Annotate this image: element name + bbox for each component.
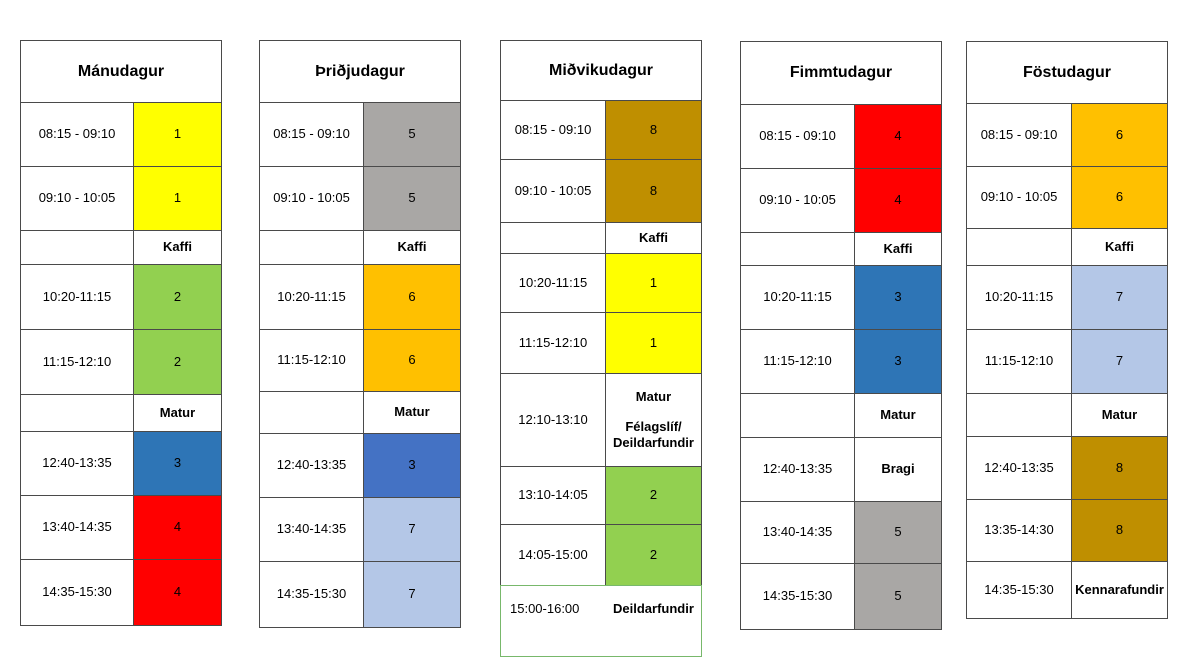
subject-cell [854,329,942,394]
time-label: 10:20-11:15 [42,288,112,304]
subject-number: 5 [408,126,416,142]
day-header [500,40,702,101]
time-cell [966,561,1072,619]
subject-cell [363,102,461,167]
event-cell [1071,561,1168,619]
time-label: 14:35-15:30 [276,586,347,602]
subject-number: 6 [408,352,416,368]
subject-cell [854,104,942,169]
event-cell [133,230,222,265]
time-label: 12:10-13:10 [518,411,588,427]
time-cell [20,329,134,395]
event-cell [854,232,942,266]
time-label: 09:10 - 10:05 [273,190,350,206]
time-cell [966,436,1072,500]
time-label: 08:15 - 09:10 [273,126,350,142]
time-cell [500,253,606,313]
subject-number: 1 [173,126,182,142]
subject-cell [133,329,222,395]
day-header [740,41,942,105]
time-cell [740,104,855,169]
time-label: 15:00-16:00 [510,601,580,616]
time-cell [20,230,134,265]
time-cell [20,394,134,432]
subject-cell [605,159,702,223]
event-label: Kaffi [883,240,913,256]
time-cell [20,495,134,560]
subject-number: 3 [173,455,182,471]
event-cell [363,391,461,434]
subject-cell [605,253,702,313]
time-cell [500,524,606,586]
subject-cell [854,265,942,330]
time-label: 09:10 - 10:05 [38,190,116,206]
time-cell [740,437,855,502]
time-label: 08:15 - 09:10 [514,121,592,137]
event-label: Kaffi [397,239,427,255]
time-cell [20,102,134,167]
time-cell [740,265,855,330]
subject-number: 4 [894,128,902,144]
subject-number: 1 [649,334,658,350]
subject-cell [1071,499,1168,562]
time-cell [966,393,1072,437]
time-cell [740,501,855,564]
time-label: 11:15-12:10 [763,353,832,369]
event-label: Deildarfundir [613,601,694,616]
subject-number: 4 [894,192,902,208]
event-cell [854,393,942,438]
subject-number: 7 [1115,289,1124,305]
subject-number: 3 [894,353,902,369]
event-cell [605,222,702,254]
time-cell [740,393,855,438]
event-label: Kaffi [1105,238,1134,254]
subject-cell [363,433,461,498]
time-label: 09:10 - 10:05 [759,192,836,208]
time-cell [259,166,364,231]
subject-number: 2 [173,288,182,304]
time-cell [500,222,606,254]
subject-number: 5 [408,190,416,206]
time-label: 08:15 - 09:10 [759,128,836,144]
event-label: Kennarafundir [1075,581,1164,597]
subject-cell [133,495,222,560]
subject-number: 7 [1115,353,1124,369]
subject-number: 2 [649,487,658,503]
time-cell [20,559,134,626]
day-title: Mánudagur [77,62,165,80]
subject-cell [363,264,461,330]
event-label: Matur [880,407,916,423]
subject-cell [133,264,222,330]
subject-number: 2 [173,353,182,369]
time-label: 14:05-15:00 [518,546,588,562]
time-label: 13:40-14:35 [762,524,833,540]
subject-cell [1071,329,1168,394]
subject-cell [854,563,942,630]
time-label: 13:35-14:30 [984,522,1054,538]
subject-cell [605,312,702,374]
event-label: Matur [1101,406,1138,422]
subject-number: 1 [649,274,658,290]
subject-cell [133,166,222,231]
time-cell [259,391,364,434]
time-cell [259,102,364,167]
time-cell [259,264,364,330]
time-cell [259,497,364,562]
time-cell [740,168,855,233]
time-label: 12:40-13:35 [762,461,833,477]
event-cell [363,230,461,265]
subject-cell [363,166,461,231]
time-cell [966,228,1072,266]
time-label: 13:10-14:05 [518,487,588,503]
time-label: 11:15-12:10 [42,353,112,369]
subject-cell [363,497,461,562]
subject-number: 1 [173,190,182,206]
subject-number: 7 [408,521,416,537]
subject-cell [605,100,702,160]
time-label: 14:35-15:30 [984,581,1054,597]
subject-cell [854,168,942,233]
time-cell [20,264,134,330]
time-label: 12:40-13:35 [984,459,1054,475]
event-cell [1071,228,1168,266]
time-label: 14:35-15:30 [762,588,833,604]
time-cell [966,103,1072,167]
subject-number: 6 [1115,189,1124,205]
time-label: 10:20-11:15 [984,289,1054,305]
subject-cell [1071,265,1168,330]
day-title: Fimmtudagur [789,64,893,81]
time-label: 10:20-11:15 [277,288,346,304]
day-title: Föstudagur [1023,63,1111,81]
event-label: Matur [159,404,196,420]
subject-cell [363,329,461,392]
subject-cell [363,561,461,628]
time-label: 12:40-13:35 [276,457,347,473]
time-cell [966,166,1072,229]
subject-cell [133,102,222,167]
day-title: Þriðjudagur [315,62,405,80]
day-header [966,41,1168,104]
time-cell [259,329,364,392]
subject-number: 3 [894,289,902,305]
time-cell [740,563,855,630]
event-cell [133,394,222,432]
event-label: Bragi [881,461,915,477]
event-cell [854,437,942,502]
time-cell [500,159,606,223]
subject-number: 3 [408,457,416,473]
subject-number: 4 [173,519,182,535]
subject-number: 2 [649,546,658,562]
event-label: Matur [635,388,672,404]
subject-number: 8 [649,182,658,198]
time-label: 09:10 - 10:05 [514,182,592,198]
time-cell [966,499,1072,562]
event-cell [605,373,702,467]
subject-number: 5 [894,588,902,604]
event-cell [1071,393,1168,437]
subject-number: 6 [408,288,416,304]
subject-number: 8 [1115,459,1124,475]
event-label: Kaffi [639,229,668,245]
event-label: Kaffi [163,239,192,255]
time-cell [740,329,855,394]
time-label: 10:20-11:15 [763,289,832,305]
subject-number: 5 [894,524,902,540]
subject-cell [854,501,942,564]
time-label: 13:40-14:35 [42,519,112,535]
time-label: 11:15-12:10 [277,352,346,368]
time-cell [500,312,606,374]
time-cell [259,230,364,265]
time-label: 09:10 - 10:05 [980,189,1058,205]
day-title: Miðvikudagur [548,61,653,79]
extra-meeting-cell [500,585,702,657]
time-cell [259,433,364,498]
time-label: 11:15-12:10 [518,334,588,350]
subject-cell [133,559,222,626]
time-cell [20,431,134,496]
time-cell [500,373,606,467]
time-label: 14:35-15:30 [42,584,112,600]
subject-number: 8 [649,121,658,137]
subject-number: 7 [408,586,416,602]
time-label: 12:40-13:35 [42,455,112,471]
event-label: Matur [394,404,430,420]
subject-number: 8 [1115,522,1124,538]
time-label: 13:40-14:35 [276,521,347,537]
time-cell [966,329,1072,394]
time-cell [500,100,606,160]
time-cell [500,466,606,525]
time-cell [20,166,134,231]
day-header [20,40,222,103]
time-cell [259,561,364,628]
subject-number: 6 [1115,126,1124,142]
event-label-secondary: Félagslíf/ Deildarfundir [613,418,694,451]
time-label: 08:15 - 09:10 [980,126,1058,142]
subject-cell [133,431,222,496]
subject-cell [605,524,702,586]
subject-number: 4 [173,584,182,600]
time-cell [740,232,855,266]
subject-cell [1071,436,1168,500]
subject-cell [605,466,702,525]
time-cell [966,265,1072,330]
time-label: 08:15 - 09:10 [38,126,116,142]
subject-cell [1071,166,1168,229]
day-header [259,40,461,103]
time-label: 11:15-12:10 [984,353,1054,369]
time-label: 10:20-11:15 [518,274,588,290]
subject-cell [1071,103,1168,167]
